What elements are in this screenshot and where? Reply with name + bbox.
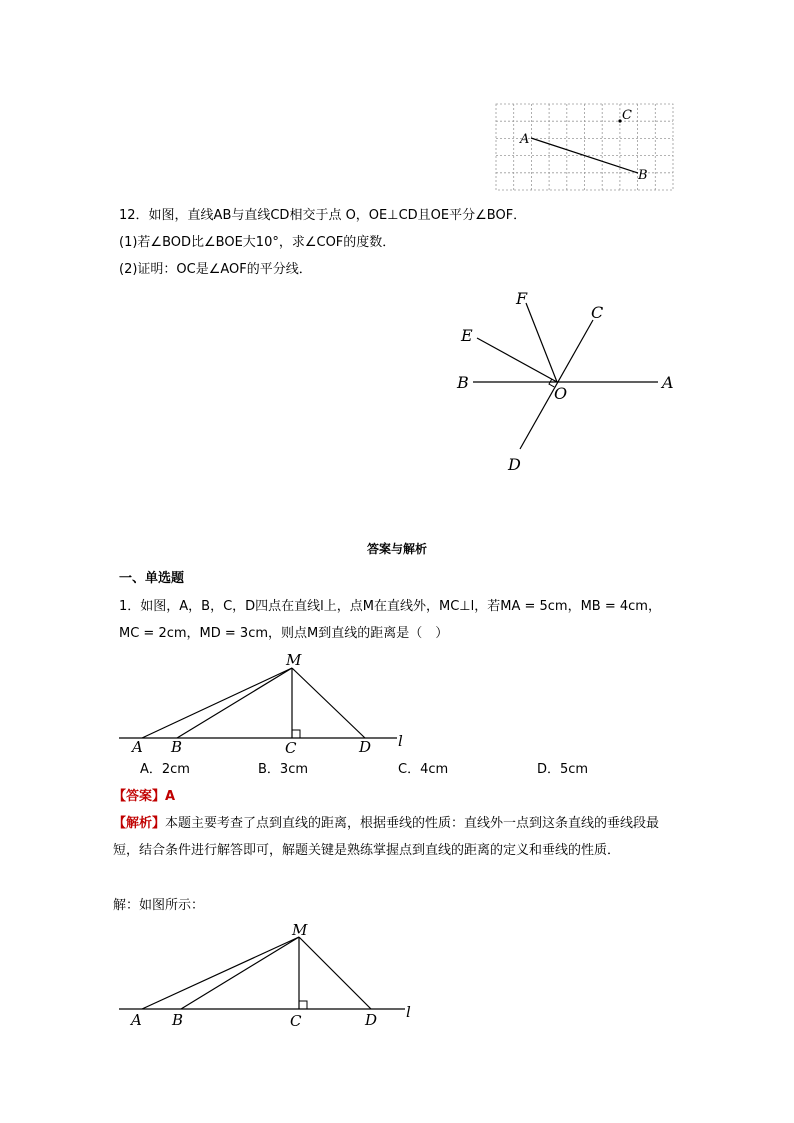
q12-part1: (1)若∠BOD比∠BOE大10°，求∠COF的度数． [119, 235, 396, 250]
label-l: l [398, 732, 403, 750]
section-heading: 一、单选题 [119, 571, 185, 586]
option-b: B．3cm [258, 762, 309, 777]
analysis-tag: 【解析】 [113, 816, 166, 831]
q1-line1: 1．如图，A，B，C，D四点在直线l上，点M在直线外，MC⊥l，若MA = 5cm，MB = 4cm， [119, 599, 661, 614]
label-d: D [359, 738, 372, 756]
q12-number: 12． [119, 208, 149, 223]
label-m: M [286, 651, 302, 669]
q12-part2: (2)证明：OC是∠AOF的平分线． [119, 262, 312, 277]
right-angle-mark [292, 730, 300, 738]
q12-stem-text: 如图，直线AB与直线CD相交于点 O，OE⊥CD且OE平分∠BOF． [148, 208, 527, 223]
ray-oe [477, 338, 557, 382]
right-angle-mark [299, 1001, 307, 1009]
label-b: B [172, 1011, 184, 1029]
answer-tag: 【答案】 [113, 789, 166, 804]
option-c: C．4cm [398, 762, 449, 777]
option-a: A．2cm [140, 762, 190, 777]
label-b: B [171, 738, 183, 756]
q1-line2: MC = 2cm，MD = 3cm，则点M到直线的距离是（ ） [119, 626, 449, 641]
label-a: A [132, 738, 143, 756]
label-a: A [520, 132, 530, 147]
solution-intro: 解：如图所示： [113, 898, 205, 913]
label-o: O [554, 384, 568, 403]
analysis-paragraph [113, 810, 669, 864]
q1-figure [115, 648, 415, 758]
answer-line [113, 789, 175, 806]
label-c: C [622, 108, 632, 123]
answer-section-title: 答案与解析 [366, 542, 427, 556]
solution-figure [115, 918, 420, 1030]
label-c: C [285, 739, 297, 757]
label-b: B [457, 373, 469, 392]
label-a: A [131, 1011, 142, 1029]
label-d: D [365, 1011, 378, 1029]
q12-figure [450, 288, 690, 478]
segment-ma [142, 937, 299, 1009]
option-d: D．5cm [537, 762, 589, 777]
label-l: l [406, 1003, 411, 1021]
label-c: C [290, 1012, 302, 1030]
label-m: M [292, 921, 308, 939]
segment-mb [177, 668, 292, 738]
analysis-text: 本题主要考查了点到直线的距离，根据垂线的性质：直线外一点到这条直线的垂线段最短，结合条件进行解答即可，解题关键是熟练掌握点到直线的距离的定义和垂线的性质． [113, 816, 660, 858]
q12-stem [119, 208, 526, 225]
answer-value: A [165, 789, 176, 804]
label-a: A [662, 373, 674, 392]
segment-mb [181, 937, 299, 1009]
label-f: F [516, 289, 528, 308]
segment-ma [142, 668, 292, 738]
grid-figure [494, 102, 676, 194]
segment-md [292, 668, 365, 738]
label-b: B [638, 168, 648, 183]
ray-of [526, 303, 557, 382]
label-e: E [461, 326, 473, 345]
label-c: C [591, 303, 604, 322]
label-d: D [508, 455, 521, 474]
segment-md [299, 937, 371, 1009]
